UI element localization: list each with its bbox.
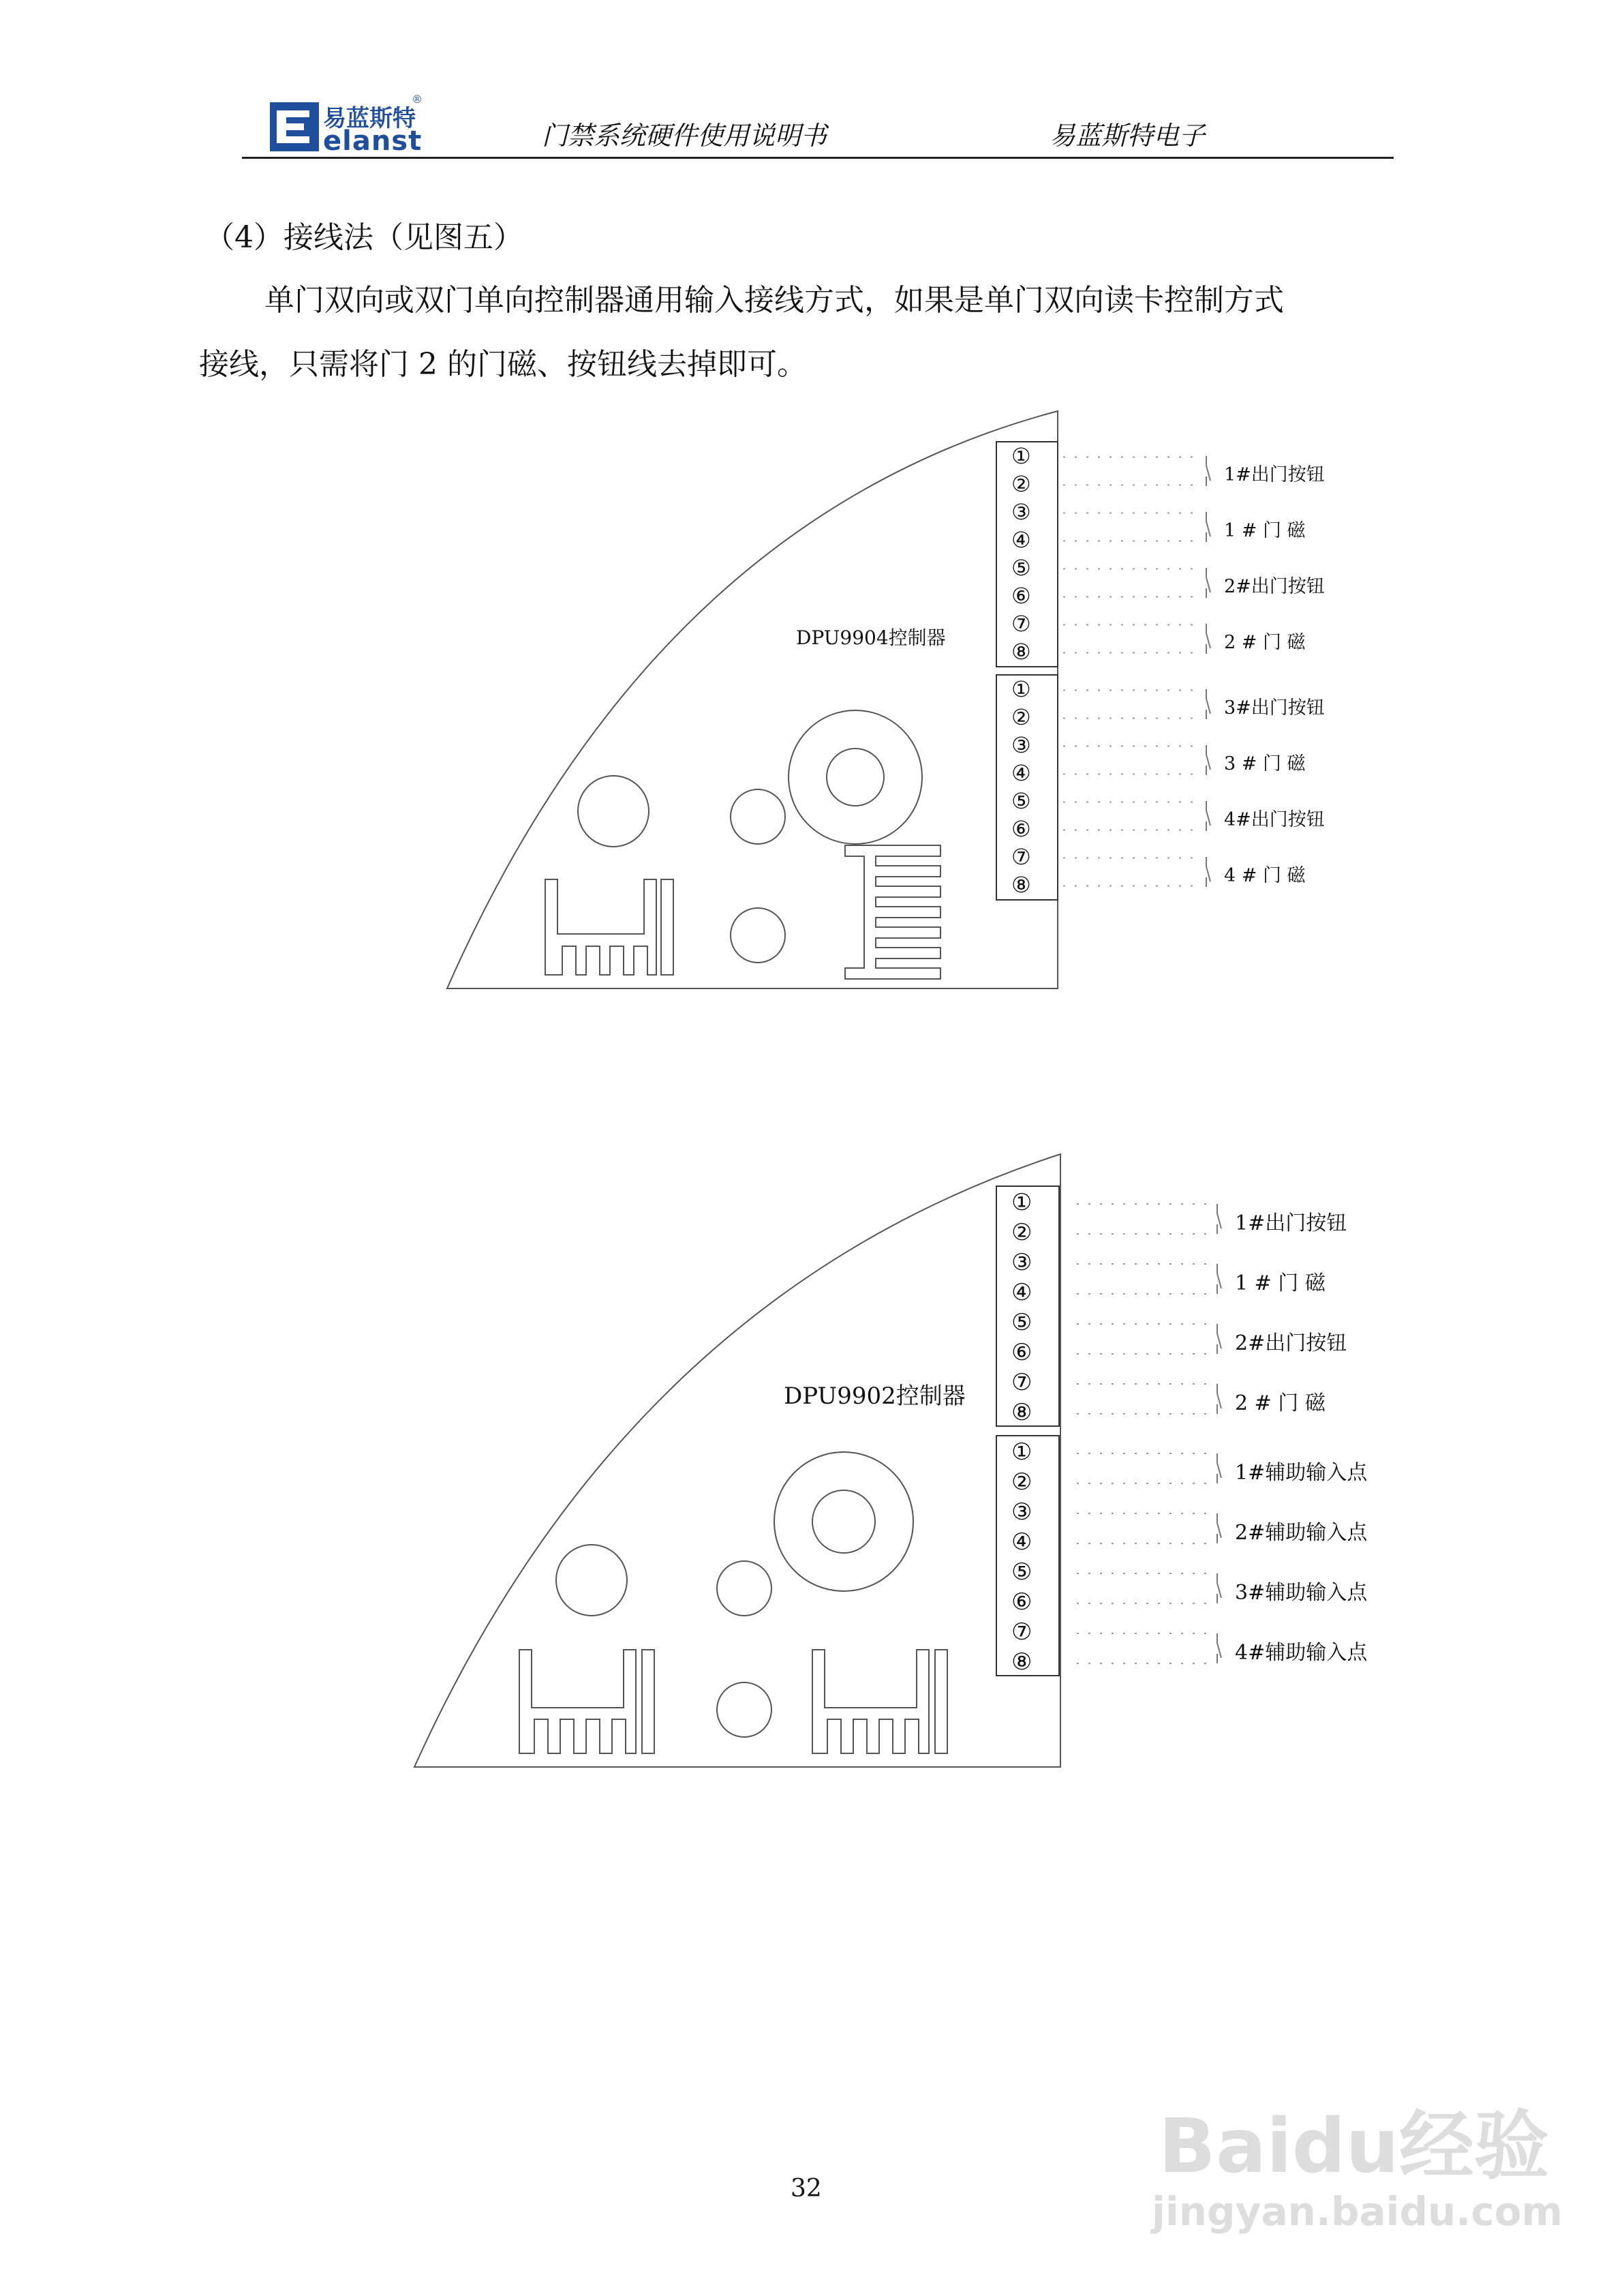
d2-input-label-7: 3#辅助输入点 — [1235, 1581, 1368, 1605]
d2-input-label-6: 2#辅助输入点 — [1235, 1521, 1368, 1545]
d1-input-label-5: 3#出门按钮 — [1224, 697, 1325, 719]
d1-input-label-1: 1#出门按钮 — [1224, 464, 1325, 485]
d1-terminal-b-3: ③ — [1011, 732, 1031, 758]
d1-switch-symbol-2 — [1206, 512, 1210, 542]
d2-terminal-a-3: ③ — [1011, 1249, 1032, 1276]
d2-terminal-a-4: ④ — [1011, 1279, 1032, 1306]
d1-input-label-4: 2 # 门 磁 — [1224, 631, 1306, 653]
document-title: 门禁系统硬件使用说明书 — [542, 121, 827, 151]
d1-terminal-a-6: ⑥ — [1011, 583, 1031, 609]
d1-switch-symbol-6 — [1206, 745, 1210, 775]
logo-chinese-text: 易蓝斯特 — [323, 105, 416, 132]
d1-switch-symbol-4 — [1206, 624, 1210, 654]
d2-switch-symbol-4 — [1217, 1384, 1221, 1414]
page-number: 32 — [791, 2175, 822, 2203]
baidu-watermark-url: jingyan.baidu.com — [1152, 2188, 1563, 2235]
d2-terminal-b-8: ⑧ — [1011, 1648, 1032, 1676]
d1-terminal-a-3: ③ — [1011, 499, 1031, 525]
d2-switch-symbol-2 — [1217, 1264, 1221, 1294]
d1-switch-symbol-5 — [1206, 689, 1210, 719]
d2-switch-symbol-6 — [1217, 1513, 1221, 1543]
d2-input-label-2: 1 # 门 磁 — [1235, 1271, 1326, 1295]
d1-terminal-a-2: ② — [1011, 471, 1031, 497]
d2-terminal-b-3: ③ — [1011, 1498, 1032, 1526]
logo-english-text: elanst — [323, 125, 423, 157]
d2-terminal-a-5: ⑤ — [1011, 1309, 1032, 1336]
d2-terminal-a-7: ⑦ — [1011, 1369, 1032, 1396]
d2-terminal-b-1: ① — [1011, 1438, 1032, 1466]
paragraph-line-1: 单门双向或双门单向控制器通用输入接线方式，如果是单门双向读卡控制方式 — [264, 283, 1284, 318]
d1-terminal-b-5: ⑤ — [1011, 788, 1031, 814]
paragraph-line-2: 接线，只需将门 2 的门磁、按钮线去掉即可。 — [199, 347, 807, 382]
d2-terminal-a-1: ① — [1011, 1189, 1032, 1216]
d1-terminal-a-1: ① — [1011, 443, 1031, 469]
d2-terminal-a-6: ⑥ — [1011, 1339, 1032, 1366]
d1-input-label-3: 2#出门按钮 — [1224, 575, 1325, 597]
d1-input-label-2: 1 # 门 磁 — [1224, 519, 1306, 541]
d2-switch-symbol-3 — [1217, 1324, 1221, 1354]
d1-input-label-6: 3 # 门 磁 — [1224, 753, 1306, 774]
d1-switch-symbol-8 — [1206, 857, 1210, 887]
d2-input-label-3: 2#出门按钮 — [1235, 1331, 1347, 1355]
d1-terminal-b-1: ① — [1011, 676, 1031, 702]
d2-input-label-5: 1#辅助输入点 — [1235, 1461, 1368, 1485]
section-heading: （4）接线法（见图五） — [204, 220, 523, 255]
d2-terminal-b-6: ⑥ — [1011, 1588, 1032, 1616]
d2-terminal-b-4: ④ — [1011, 1528, 1032, 1556]
diagram2-controller-label: DPU9902控制器 — [784, 1383, 966, 1410]
d2-input-label-4: 2 # 门 磁 — [1235, 1391, 1326, 1415]
d1-input-label-7: 4#出门按钮 — [1224, 809, 1325, 830]
diagram1-controller-label: DPU9904控制器 — [796, 626, 946, 649]
diagram1-board — [447, 411, 1058, 988]
d1-switch-symbol-3 — [1206, 568, 1210, 598]
d1-terminal-a-8: ⑧ — [1011, 639, 1031, 665]
d2-terminal-b-2: ② — [1011, 1468, 1032, 1496]
diagram2-board — [414, 1154, 1060, 1767]
d2-terminal-b-7: ⑦ — [1011, 1618, 1032, 1646]
d2-switch-symbol-5 — [1217, 1453, 1221, 1483]
d1-switch-symbol-7 — [1206, 801, 1210, 831]
d1-terminal-b-4: ④ — [1011, 760, 1031, 786]
d2-switch-symbol-1 — [1217, 1204, 1221, 1234]
d1-switch-symbol-1 — [1206, 456, 1210, 486]
d2-terminal-a-2: ② — [1011, 1219, 1032, 1246]
d2-input-label-1: 1#出门按钮 — [1235, 1211, 1347, 1235]
d1-terminal-b-8: ⑧ — [1011, 872, 1031, 898]
d2-switch-symbol-7 — [1217, 1573, 1221, 1603]
d1-terminal-a-7: ⑦ — [1011, 611, 1031, 637]
d1-terminal-b-2: ② — [1011, 704, 1031, 730]
d2-switch-symbol-8 — [1217, 1633, 1221, 1663]
d2-terminal-a-8: ⑧ — [1011, 1399, 1032, 1426]
d1-terminal-b-7: ⑦ — [1011, 844, 1031, 870]
d1-terminal-b-6: ⑥ — [1011, 816, 1031, 842]
d1-terminal-a-4: ④ — [1011, 527, 1031, 553]
baidu-watermark-brand: Baidu经验 — [1159, 2102, 1549, 2190]
d2-input-label-8: 4#辅助输入点 — [1235, 1641, 1368, 1665]
d1-input-label-8: 4 # 门 磁 — [1224, 864, 1306, 886]
registered-mark: ® — [412, 93, 423, 106]
d1-terminal-a-5: ⑤ — [1011, 555, 1031, 581]
company-name: 易蓝斯特电子 — [1050, 121, 1206, 151]
d2-terminal-b-5: ⑤ — [1011, 1558, 1032, 1586]
